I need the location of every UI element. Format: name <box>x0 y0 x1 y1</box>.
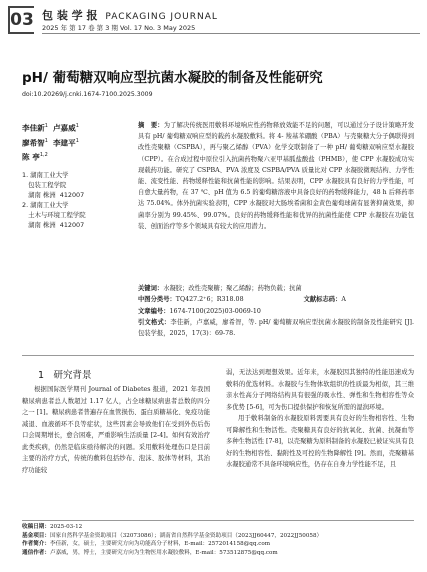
volume-info: 2025 年 第 17 卷 第 3 期 Vol. 17 No. 3 May 2025 <box>42 24 196 32</box>
classification: 中图分类号：TQ427.2⁺6；R318.08 文献标志码：A <box>138 296 346 304</box>
author-name: 陈 亭$^{1,2}$ <box>22 152 48 162</box>
abstract-label: 摘 要： <box>138 122 164 129</box>
author-row <box>22 135 134 150</box>
article-title: pH/ 葡萄糖双响应型抗菌水凝胶的制备及性能研究 <box>22 70 323 86</box>
author-name: 卢嘉威$^1$ <box>52 123 79 133</box>
citation-format: 引文格式：李佳新，卢嘉威，廖希智，等. pH/ 葡萄糖双响应型抗菌水凝胶的制备及性能研究 [J]. 包装学报，2025，17(3)：69-78. <box>138 318 415 338</box>
article-number: 文章编号：1674-7100(2025)03-0069-10 <box>138 307 261 315</box>
author-name: 李佳新$^1$ <box>22 123 48 133</box>
footnote-rule <box>22 520 414 521</box>
received-date: 收稿日期：2025-03-12 <box>22 524 83 530</box>
article-meta <box>138 283 414 339</box>
affiliation-line: 1. 湖南工业大学 <box>22 170 69 179</box>
issue-number: 03 <box>8 6 34 34</box>
footnote <box>22 523 414 557</box>
author-name: 李建平$^1$ <box>52 137 79 148</box>
section-heading: 1 研究背景 <box>38 370 92 381</box>
journal-title-en: PACKAGING JOURNAL <box>105 12 218 22</box>
affiliation-line: 2. 湖南工业大学 <box>22 200 69 209</box>
corresponding-author: 通信作者：卢嘉威，男，博士，主要研究方向为生物医用水凝胶敷料，E-mail：573512875@qq.com <box>22 549 278 556</box>
doi-link[interactable]: doi:10.20269/j.cnki.1674-7100.2025.3009 <box>22 91 153 98</box>
body-right-column <box>226 367 414 471</box>
body-paragraph: 用于敷料制备的水凝胶原料需要具有良好的生物相容性、生物可降解性和生物活性。壳聚糖具有良好的抗氧化、抗菌、抗凝血等多种生物活性 [7-8]，以壳聚糖为原料制备的水凝胶已被证实具有良好的生物相容性、黏附性及可控的生物降解性 [9]。然而，壳聚糖基水凝胶通常不具备环境响应性，仍存在自身力学性能不足，且 <box>226 415 414 468</box>
affiliation-line: 包装工程学院 <box>22 180 67 189</box>
journal-title <box>42 7 218 23</box>
journal-header <box>8 6 420 36</box>
affiliation-line: 土木与环境工程学院 <box>22 210 86 219</box>
fund-info: 基金项目：国家自然科学基金资助项目（32073086）；湖南省自然科学基金资助项目（2023JJ60447，2022JJ50058） <box>22 532 323 539</box>
author-row <box>22 120 134 135</box>
author-block <box>22 120 134 230</box>
body-left-column: 根据国际医学期刊 Journal of Diabetes 报道，2021 年我国糖尿病患者总人数超过 1.17 亿人，占全球糖尿病患者总数的四分之一 [1]。糖尿病患者普遍存在血管损伤、蛋白质糖基化、免疫功能减退、血液循环不良等症状，这些因素会导致他们在受到外伤后伤口会周期增长，愈合困难，严重影响生活质量 [2-4]。如何有效治疗此类疾病，仍然是临床亟待解决的问题。采用敷料处理伤口是目前主要的治疗方式，传统的敷料包括纱布、泡沫、胶体等材料，其治疗功能较 <box>22 386 210 474</box>
header-rule <box>42 33 420 34</box>
abstract <box>138 120 414 232</box>
abstract-text: 为了解决传统医用敷料环境响应性药物释放效能不足的问题，可以通过分子设计策略开发具有 pH/ 葡萄糖双响应型的载药水凝胶敷料。将 4- 羧基苯硼酸（PBA）与壳聚糖大分子偶联得到改性壳聚糖（CSPBA），再与聚乙烯醇（PVA）化学交联制备了一种 pH/ 葡萄糖双响应型水凝胶（CPP）。在合成过程中原位引入抗菌药物聚六亚甲基胍盐酸盐（PHMB），使 CPP 水凝胶成功实现载药功能。研究了 CSPBA、PVA 浓度及 CSPBA/PVA 质量比对 CPP 水凝胶微观结构、力学性能、流变性能、药物缓释性能和抗菌性能的影响。结果表明，CPP 水凝胶具有良好的力学性能，可自愈大量药物，在 37 ℃、pH 值为 6.5 的葡萄糖溶液中具备良好的药物缓释能力，48 h 后释药率达 75.04%。体外抗菌实验表明，CPP 水凝胶对大肠埃希菌和金黄色葡萄球菌有显著抑菌效果，抑菌率分别为 99.45%、99.07%。良好的药物缓释性能和优异的抗菌性能使 CPP 水凝胶在功能包装、创面治疗等多个领域具有较大的应用潜力。 <box>138 122 415 230</box>
author-row <box>22 149 134 164</box>
journal-title-cn: 包 装 学 报 <box>42 9 98 22</box>
section-divider <box>22 355 414 356</box>
affiliations <box>22 170 134 230</box>
keywords: 关键词：水凝胶；改性壳聚糖；聚乙烯醇；药物负载；抗菌 <box>138 285 302 292</box>
affiliation-line: 湖南 株洲 412007 <box>22 220 85 229</box>
body-paragraph: 弱，无法达到理想效果。近年来，水凝胶因其独特的性能迅速成为敷料的优选材料。水凝胶与生物体软组织的性质最为相似，其三维亲水性高分子网络结构具有很强的吸水性、弹性和生物相容性等众多优势 [5-6]，可为伤口提供保护和恢复所需的湿润环境。 <box>226 369 414 411</box>
author-bio: 作者简介：李佳新，女，硕士，主要研究方向为功能高分子材料，E-mail：2572014158@qq.com <box>22 541 271 548</box>
affiliation-line: 湖南 株洲 412007 <box>22 190 85 199</box>
author-name: 廖希智$^1$ <box>22 137 48 148</box>
